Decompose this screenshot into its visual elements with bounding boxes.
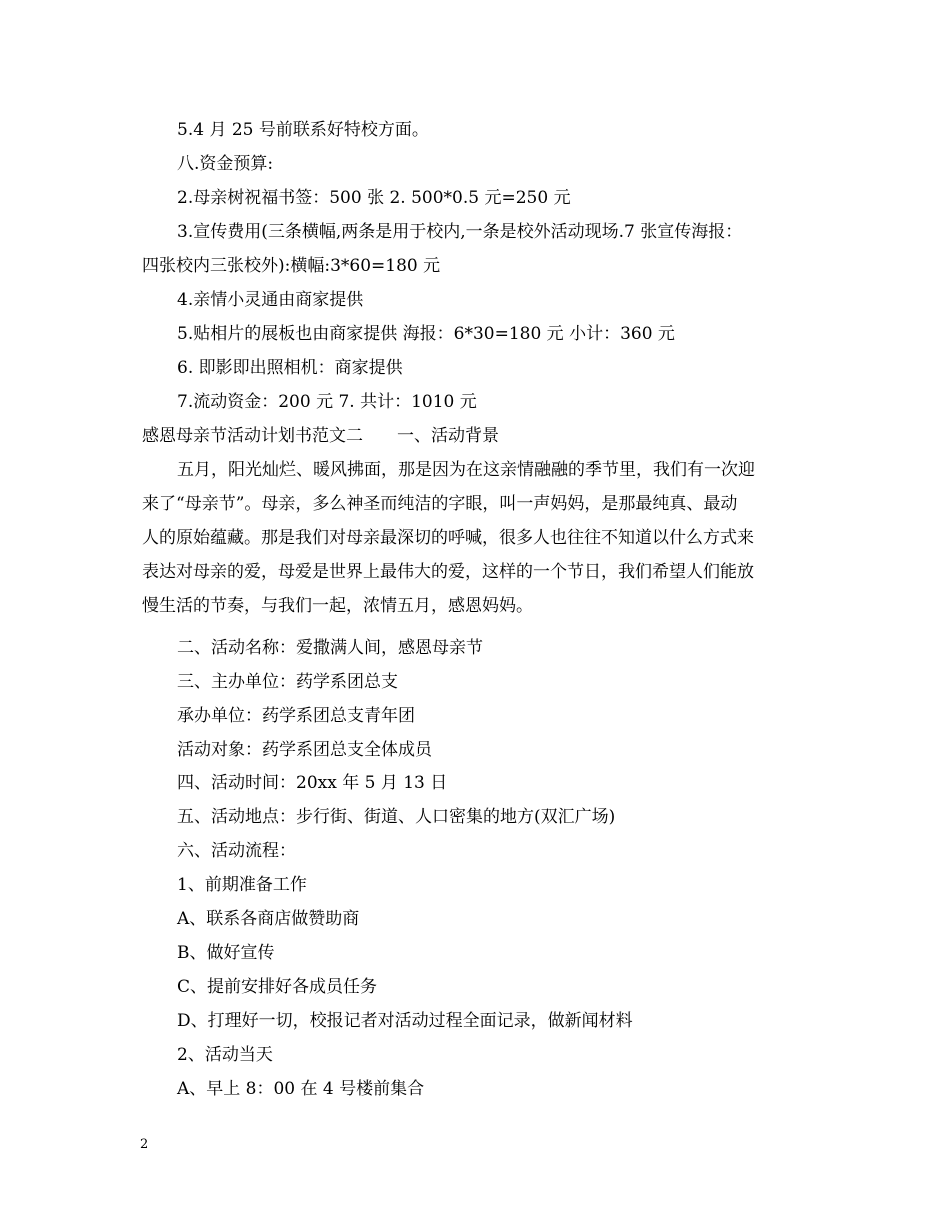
text-line: 3.宣传费用(三条横幅,两条是用于校内,一条是校外活动现场.7 张宣传海报： [177, 222, 743, 242]
text-line: 6. 即影即出照相机：商家提供 [177, 358, 403, 378]
text-line: 4.亲情小灵通由商家提供 [177, 290, 364, 310]
text-line: 1、前期准备工作 [177, 875, 307, 895]
text-line: 来了“母亲节”。母亲，多么神圣而纯洁的字眼，叫一声妈妈，是那最纯真、最动 [142, 494, 738, 514]
text-line: 2.母亲树祝福书签：500 张 2. 500*0.5 元=250 元 [177, 188, 571, 208]
text-line: C、提前安排好各成员任务 [177, 977, 378, 997]
text-line: 四张校内三张校外):横幅:3*60=180 元 [142, 256, 441, 276]
text-line: 承办单位：药学系团总支青年团 [177, 706, 415, 726]
text-line: 五、活动地点：步行街、街道、人口密集的地方(双汇广场) [177, 807, 616, 827]
text-line: 三、主办单位：药学系团总支 [177, 672, 398, 692]
text-line: 活动对象：药学系团总支全体成员 [177, 740, 432, 760]
text-line: A、早上 8：00 在 4 号楼前集合 [177, 1079, 425, 1099]
text-line: 四、活动时间：20xx 年 5 月 13 日 [177, 773, 448, 793]
text-line: B、做好宣传 [177, 943, 275, 963]
text-line: D、打理好一切，校报记者对活动过程全面记录，做新闻材料 [177, 1011, 633, 1031]
section-heading: 感恩母亲节活动计划书范文二 一、活动背景 [142, 426, 499, 446]
text-line: 5.4 月 25 号前联系好特校方面。 [177, 120, 429, 140]
text-line: 五月，阳光灿烂、暖风拂面，那是因为在这亲情融融的季节里，我们有一次迎 [177, 460, 755, 480]
text-line: 六、活动流程： [177, 841, 296, 861]
text-line: A、联系各商店做赞助商 [177, 909, 360, 929]
text-line: 5.贴相片的展板也由商家提供 海报：6*30=180 元 小计：360 元 [177, 324, 675, 344]
text-line: 人的原始蕴藏。那是我们对母亲最深切的呼喊，很多人也往往不知道以什么方式来 [142, 528, 754, 548]
text-line: 慢生活的节奏，与我们一起，浓情五月，感恩妈妈。 [142, 596, 533, 616]
page-number: 2 [140, 1137, 149, 1152]
section-heading: 八.资金预算: [177, 154, 274, 174]
text-line: 二、活动名称：爱撒满人间，感恩母亲节 [177, 638, 483, 658]
text-line: 2、活动当天 [177, 1045, 273, 1065]
text-line: 7.流动资金：200 元 7. 共计：1010 元 [177, 392, 477, 412]
text-line: 表达对母亲的爱，母爱是世界上最伟大的爱，这样的一个节日，我们希望人们能放 [142, 562, 754, 582]
